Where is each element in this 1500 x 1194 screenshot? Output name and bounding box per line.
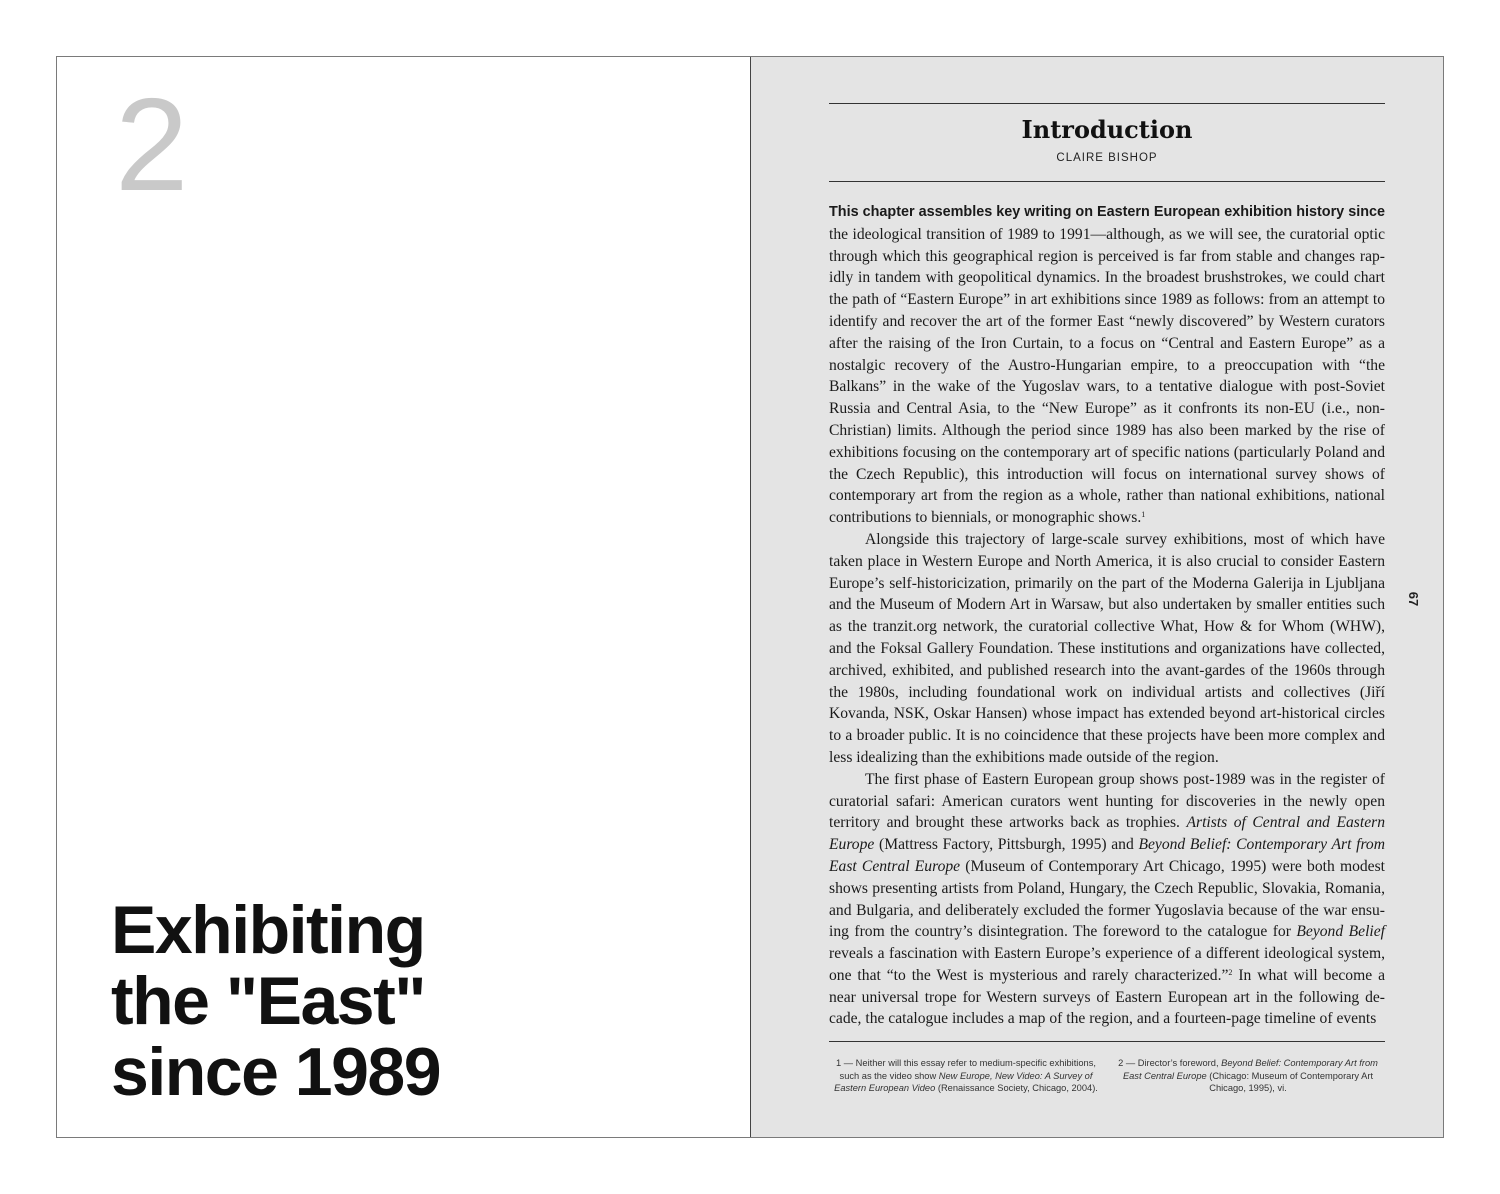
- paragraph-text: (Mattress Factory, Pittsburgh, 1995) and: [874, 836, 1139, 854]
- header-rule-bottom: [829, 181, 1385, 182]
- paragraph-text: reveals a fascination with Eastern Europe’s experience of a different ideological system, one that “to the West is mysterious and rarely characterized.”: [829, 945, 1385, 984]
- section-title: Introduction: [1021, 115, 1193, 144]
- paragraph-text: the ideological transition of 1989 to 1991—although, as we will see, the curatorial optic through which this geographical region is perceived is far from stable and changes rapidly in tandem with geopolitical dynamics. In the broadest brushstrokes, we could chart the path of “Eastern Europe” in art exhibitions since 1989 as follows: from an attempt to identify and recover the art of the former East “newly discovered” by Western curators after the raising of the Iron Curtain, to a focus on “Central and Eastern Europe” as a nostalgic recovery of the Austro-Hungarian empire, to a preoccupation with “the Balkans” in the wake of the Yugoslav wars, to a tentative dialogue with post-Soviet Russia and Central Asia, to the “New Europe” as it confronts its non-EU (i.e., non-Christian) limits. Although the period since 1989 has also been marked by the rise of exhibitions focusing on the contemporary art of specific nations (particularly Poland and the Czech Republic), this introduction will focus on international survey shows of contemporary art from the region as a whole, rather than national exhibitions, national contributions to biennials, or monographic shows.: [829, 225, 1385, 527]
- chapter-number: 2: [115, 71, 187, 218]
- paragraph-text: In what will become a near universal trope for Western surveys of Eastern European art in the following decade, the catalogue includes a map of the region, and a fourteen-page timeline of events: [829, 966, 1385, 1028]
- footnote-text: (Chicago: Museum of Contemporary Art Chicago, 1995), vi.: [1206, 1070, 1374, 1093]
- footnote-text: (Renaissance Society, Chicago, 2004).: [935, 1083, 1098, 1093]
- exhibition-title: Beyond Belief: Contemporary Art from East Central Europe: [829, 836, 1385, 875]
- footnote-rule: [829, 1041, 1385, 1042]
- header-rule-top: [829, 103, 1385, 104]
- paragraph: [829, 529, 1385, 769]
- chapter-title-line: the "East": [111, 963, 426, 1039]
- author-name: CLAIRE BISHOP: [1056, 152, 1158, 164]
- page-number: 67: [1406, 591, 1421, 607]
- chapter-title-line: since 1989: [111, 1034, 441, 1110]
- book-spread: [56, 56, 1444, 1138]
- paragraph-text: (Museum of Contemporary Art Chicago, 1995) were both modest shows presenting artists from Poland, Hungary, the Czech Republic, Slovakia, Romania, and Bulgaria, and deliberately excluded the former Yugoslavia because of the war ensuing from the country’s disintegration. The foreword to the catalogue for: [829, 857, 1385, 941]
- footnote-1: [831, 1057, 1101, 1095]
- footnote-text: 2 — Director’s foreword,: [1118, 1058, 1222, 1068]
- left-page: [57, 57, 751, 1137]
- footnote-2: [1113, 1057, 1383, 1095]
- footnote-text: 1 — Neither will this essay refer to medium-specific exhibitions, such as the video show: [836, 1058, 1096, 1081]
- paragraph-text: Alongside this trajectory of large-scale survey exhibitions, most of which have taken place in Western Europe and North America, it is also crucial to consider Eastern Europe’s self-historicization, primarily on the part of the Moderna Galerija in Ljubljana and the Museum of Modern Art in Warsaw, but also undertaken by smaller entities such as the tranzit.org network, the curatorial collective What, How & for Whom (WHW), and the Foksal Gallery Foundation. These institutions and organizations have collected, archived, exhibited, and published research into the avant-gardes of the 1960s through the 1980s, including foundational work on individual artists and collectives (Jiří Kovanda, NSK, Oskar Hansen) whose impact has extended beyond art-historical circles to a broader public. It is no coincidence that these projects have been more complex and less idealizing than the exhibitions made outside of the region.: [829, 530, 1385, 766]
- footnote-title: New Europe, New Video: A Survey of Eastern European Video: [834, 1070, 1093, 1093]
- body-text: [829, 201, 1385, 1030]
- footnote-ref[interactable]: 1: [1141, 510, 1146, 520]
- paragraph-text: The first phase of Eastern European group shows post-1989 was in the register of curatorial safari: American curators went hunting for discoveries in the newly open territory and brought these artworks back as trophies.: [829, 770, 1385, 832]
- exhibition-title: Artists of Central and Eastern Europe: [829, 814, 1385, 854]
- right-page: [751, 57, 1443, 1137]
- chapter-title: [111, 892, 441, 1110]
- paragraph: [829, 769, 1385, 1031]
- paragraph: [829, 201, 1385, 529]
- exhibition-title: Beyond Belief: [1296, 923, 1385, 941]
- chapter-title-line: Exhibiting: [111, 892, 425, 968]
- footnote-title: Beyond Belief: Contemporary Art from East Central Europe: [1122, 1058, 1378, 1081]
- footnote-ref[interactable]: 2: [1228, 967, 1233, 977]
- lead-in: This chapter assembles key writing on Eastern European exhibition history since: [829, 204, 1385, 220]
